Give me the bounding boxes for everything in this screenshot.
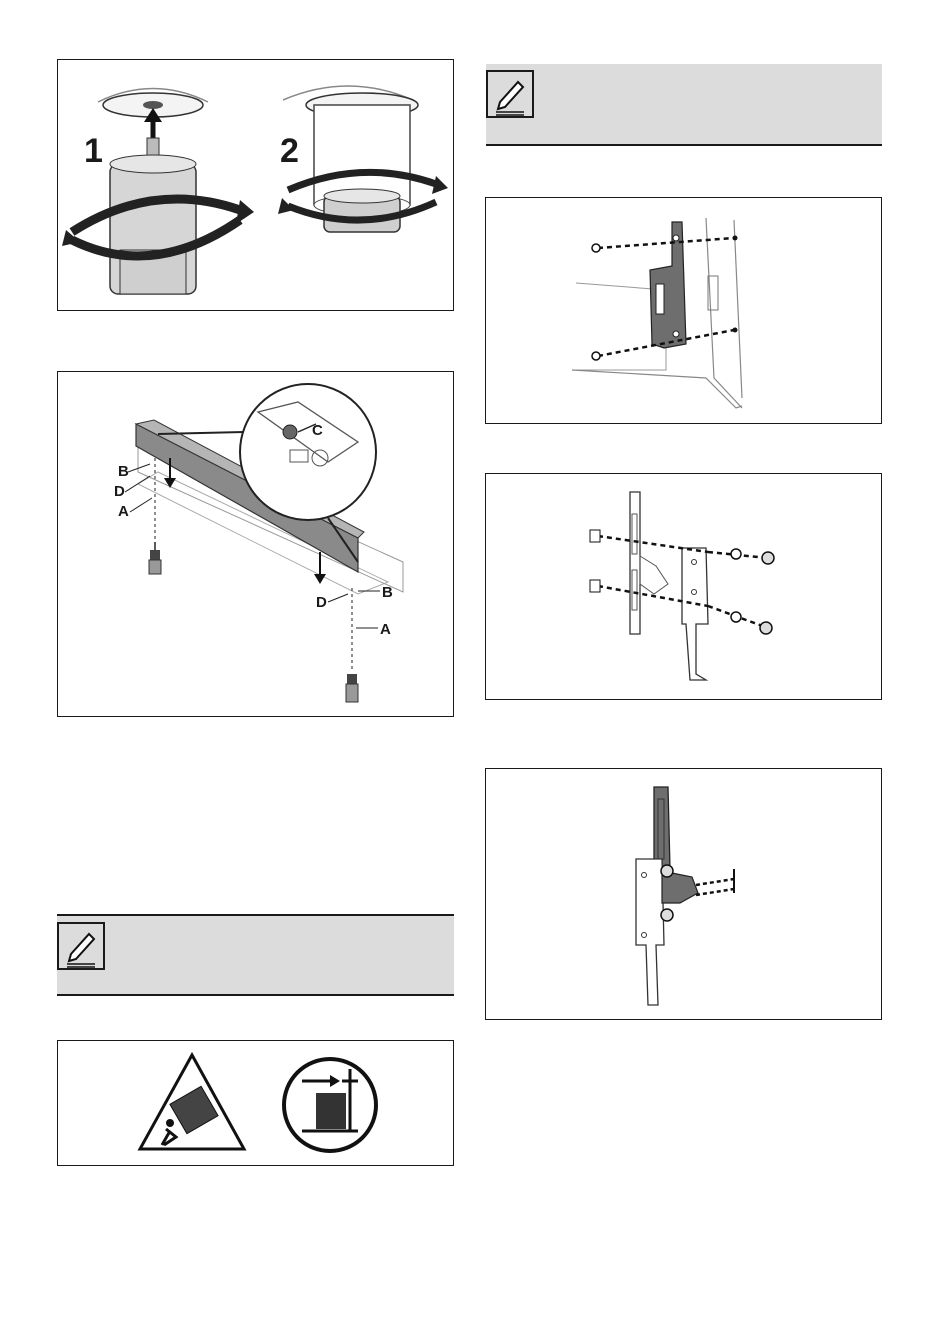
label-d-left: D xyxy=(114,483,125,500)
label-c: C xyxy=(312,422,323,439)
label-b-left: B xyxy=(118,463,129,480)
levelling-feet-illustration xyxy=(58,60,454,311)
figure-bracket-adjust xyxy=(485,768,882,1020)
figure-side-bracket xyxy=(485,197,882,424)
figure-rear-bracket xyxy=(57,371,454,717)
label-a-left: A xyxy=(118,503,129,520)
tip-over-warning-icon xyxy=(140,1055,244,1149)
step-label-2: 2 xyxy=(280,132,299,170)
bracket-adjust-illustration xyxy=(486,769,882,1020)
pencil-note-icon xyxy=(486,70,534,118)
figure-safety-icons xyxy=(57,1040,454,1166)
bracket-assembly-illustration xyxy=(486,474,882,700)
step-label-1: 1 xyxy=(84,132,103,170)
figure-bracket-assembly xyxy=(485,473,882,700)
pencil-note-icon xyxy=(57,922,105,970)
figure-levelling-feet xyxy=(57,59,454,311)
anti-tip-bracket-icon xyxy=(284,1059,376,1151)
label-b-right: B xyxy=(382,584,393,601)
label-d-right: D xyxy=(316,594,327,611)
label-a-right: A xyxy=(380,621,391,638)
note-box-left xyxy=(57,914,454,996)
rear-bracket-illustration xyxy=(58,372,454,717)
note-box-right xyxy=(486,64,882,146)
side-bracket-illustration xyxy=(486,198,882,424)
